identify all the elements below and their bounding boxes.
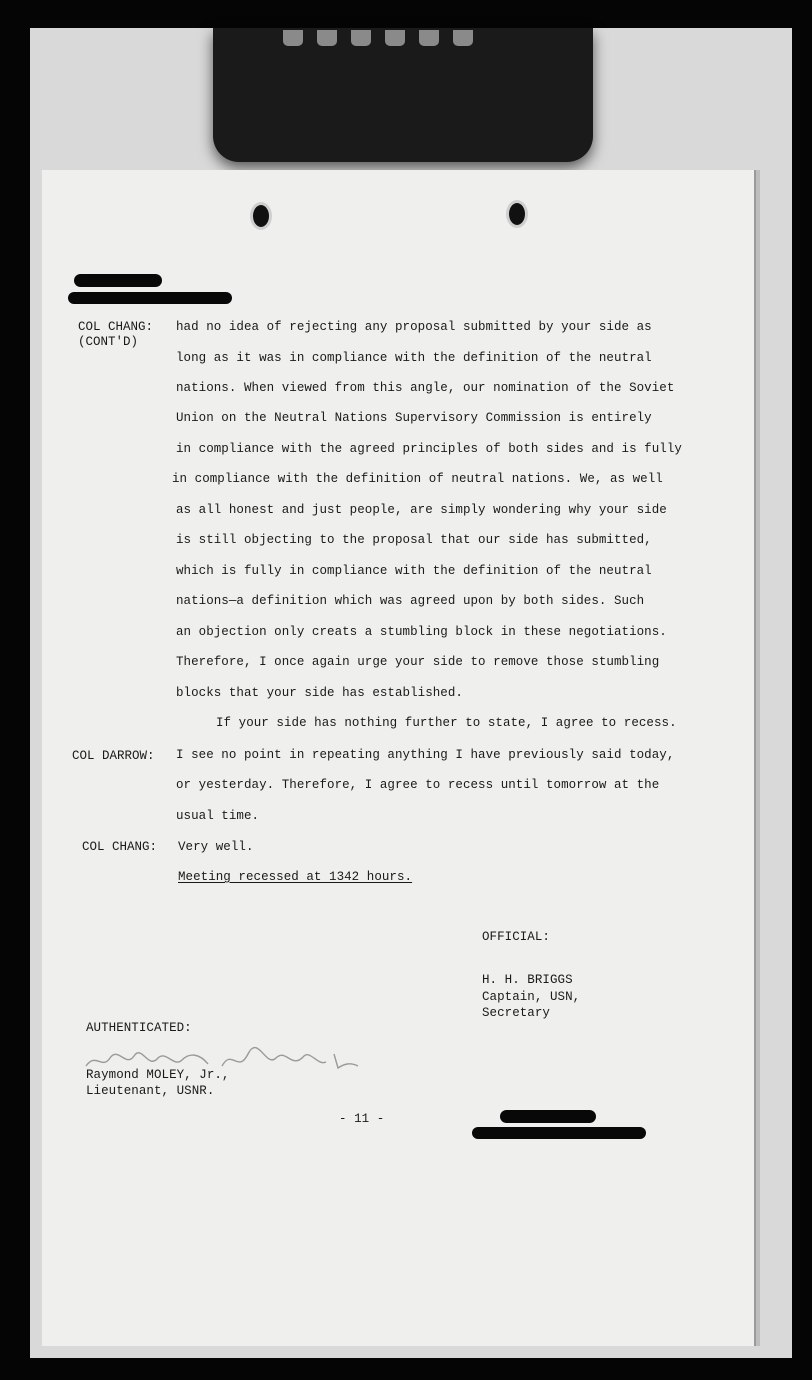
official-rank: Captain, USN, xyxy=(482,990,581,1004)
transcript-line: long as it was in compliance with the definition of the neutral xyxy=(176,351,652,365)
page-number: - 11 - xyxy=(339,1112,385,1126)
speaker-col-chang: COL CHANG: xyxy=(82,840,158,854)
transcript-line: is still objecting to the proposal that our side has submitted, xyxy=(176,533,652,547)
transcript-line: or yesterday. Therefore, I agree to recess until tomorrow at the xyxy=(176,778,660,792)
handwritten-signature xyxy=(82,1044,362,1076)
official-heading: OFFICIAL: xyxy=(482,930,550,944)
meeting-recessed-note: Meeting recessed at 1342 hours. xyxy=(178,870,413,884)
speaker-col-darrow: COL DARROW: xyxy=(72,749,155,763)
document-page xyxy=(42,170,754,1346)
official-name: H. H. BRIGGS xyxy=(482,973,573,987)
transcript-line: had no idea of rejecting any proposal submitted by your side as xyxy=(176,320,652,334)
authenticated-name: Raymond MOLEY, Jr., xyxy=(86,1068,230,1082)
transcript-line: which is fully in compliance with the definition of the neutral xyxy=(176,564,652,578)
speaker-col-chang-contd: COL CHANG: (CONT'D) xyxy=(78,320,154,349)
transcript-line: blocks that your side has established. xyxy=(176,686,463,700)
transcript-line: an objection only creats a stumbling block in these negotiations. xyxy=(176,625,667,639)
redaction-bar xyxy=(74,274,162,287)
redaction-bar xyxy=(472,1127,646,1139)
authenticated-heading: AUTHENTICATED: xyxy=(86,1021,192,1035)
transcript-line: Union on the Neutral Nations Supervisory Commission is entirely xyxy=(176,411,652,425)
punch-hole xyxy=(506,200,528,228)
recess-statement: If your side has nothing further to state, I agree to recess. xyxy=(216,716,677,730)
transcript-line: usual time. xyxy=(176,809,260,823)
transcript-line: as all honest and just people, are simply wondering why your side xyxy=(176,503,667,517)
transcript-line: in compliance with the agreed principles of both sides and is fully xyxy=(176,442,682,456)
transcript-line: nations. When viewed from this angle, our nomination of the Soviet xyxy=(176,381,675,395)
official-role: Secretary xyxy=(482,1006,550,1020)
punch-hole xyxy=(250,202,272,230)
binder-clip xyxy=(213,28,593,162)
redaction-bar xyxy=(500,1110,596,1123)
redaction-bar xyxy=(68,292,232,304)
transcript-line: in compliance with the definition of neutral nations. We, as well xyxy=(172,472,663,486)
transcript-line: Very well. xyxy=(178,840,254,854)
transcript-line: I see no point in repeating anything I have previously said today, xyxy=(176,748,675,762)
transcript-line: Therefore, I once again urge your side to remove those stumbling xyxy=(176,655,660,669)
authenticated-rank: Lieutenant, USNR. xyxy=(86,1084,215,1098)
transcript-line: nations—a definition which was agreed upon by both sides. Such xyxy=(176,594,645,608)
